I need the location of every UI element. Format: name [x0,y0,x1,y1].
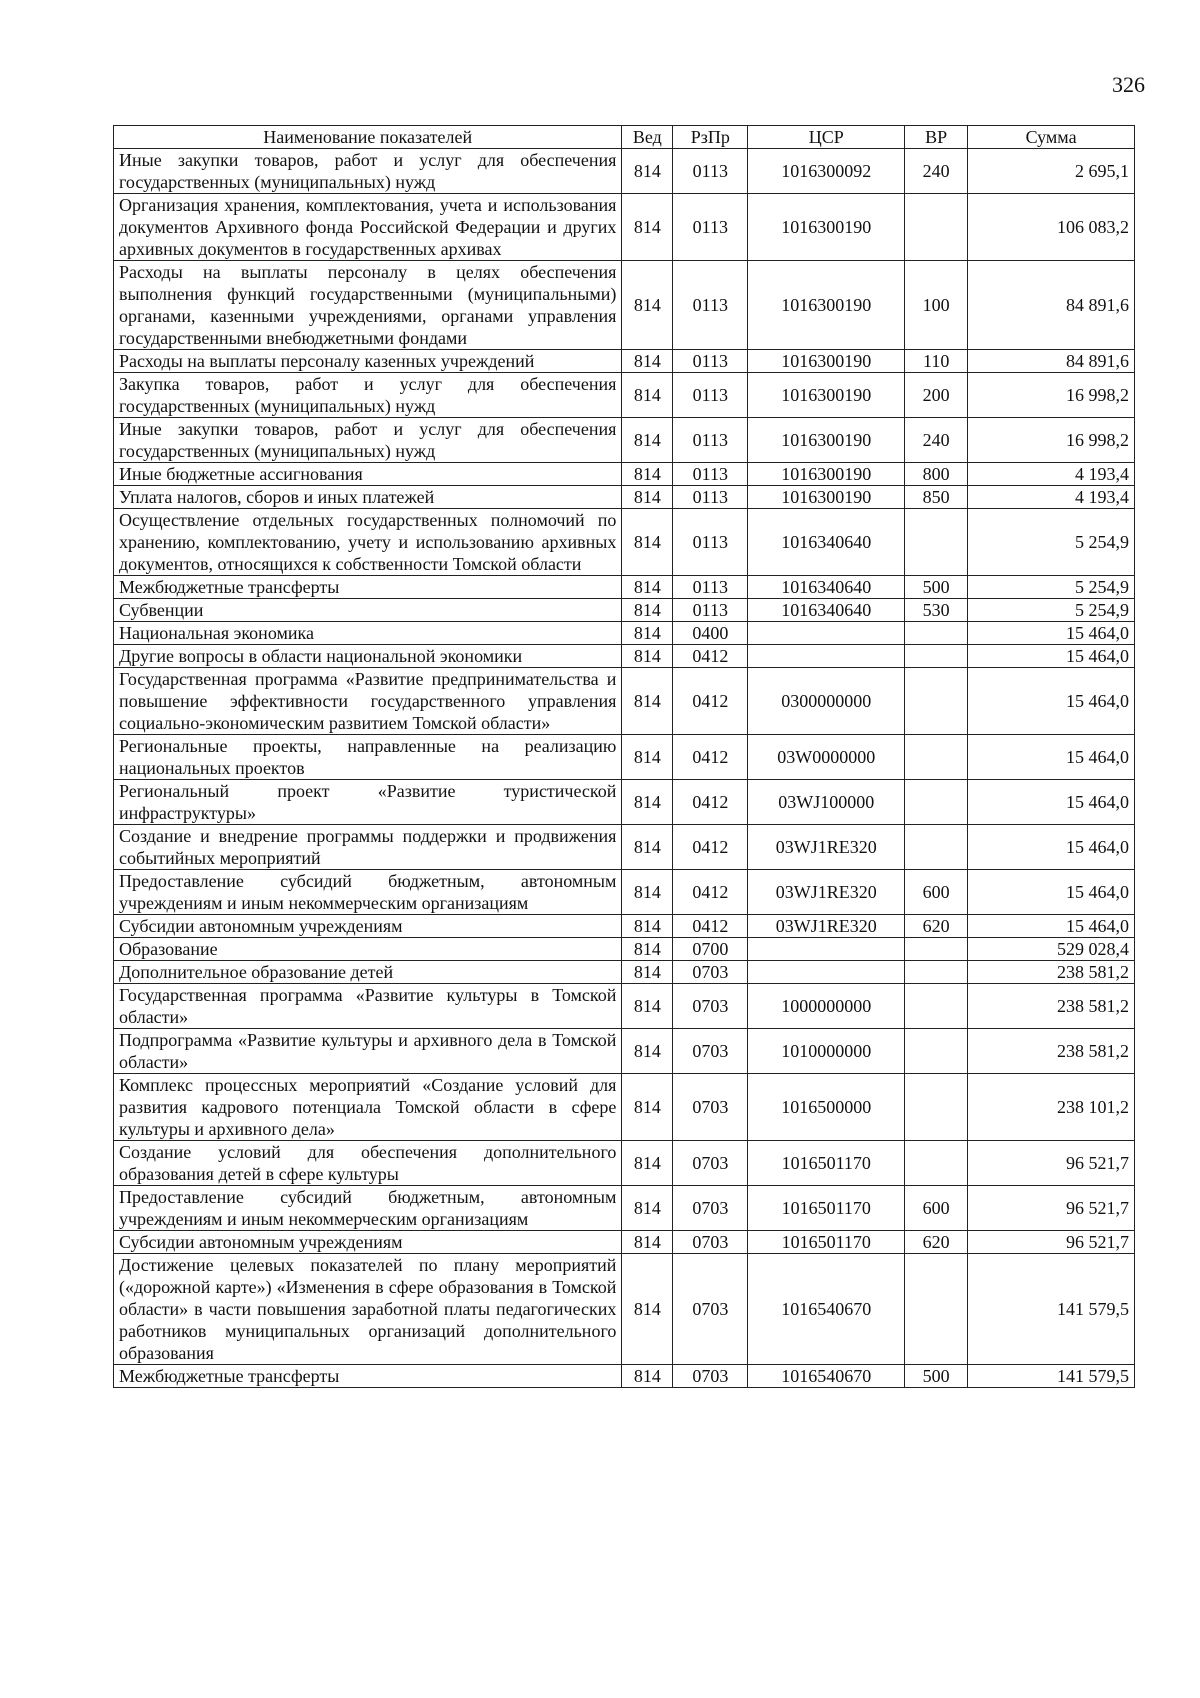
cell-csr [748,938,905,961]
cell-rzpr: 0113 [673,194,748,261]
cell-name: Дополнительное образование детей [114,961,622,984]
table-body [114,149,1135,1388]
cell-sum: 238 581,2 [968,961,1135,984]
cell-rzpr: 0113 [673,149,748,194]
cell-name: Региональный проект «Развитие туристической инфраструктуры» [114,780,622,825]
cell-csr: 1016540670 [748,1365,905,1388]
cell-rzpr: 0703 [673,1141,748,1186]
cell-name: Осуществление отдельных государственных полномочий по хранению, комплектованию, учету и использованию архивных документов, относящихся к собственности Томской области [114,509,622,576]
cell-vr: 600 [905,1186,968,1231]
cell-rzpr: 0703 [673,1231,748,1254]
cell-csr: 03WJ1RE320 [748,825,905,870]
cell-vr [905,1074,968,1141]
table-row [114,576,1135,599]
cell-name: Достижение целевых показателей по плану мероприятий («дорожной карте») «Изменения в сфере образования в Томской области» в части повышения заработной платы педагогических работников муниципальных организаций дополнительного образования [114,1254,622,1365]
cell-csr: 1016300190 [748,418,905,463]
cell-name: Комплекс процессных мероприятий «Создание условий для развития кадрового потенциала Томской области в сфере культуры и архивного дела» [114,1074,622,1141]
table-header-row [114,126,1135,149]
cell-sum: 5 254,9 [968,509,1135,576]
table-row [114,780,1135,825]
cell-vr: 240 [905,418,968,463]
cell-ved: 814 [622,938,673,961]
cell-name: Другие вопросы в области национальной экономики [114,645,622,668]
cell-csr: 1010000000 [748,1029,905,1074]
cell-csr [748,622,905,645]
cell-name: Предоставление субсидий бюджетным, автономным учреждениям и иным некоммерческим организациям [114,1186,622,1231]
cell-rzpr: 0113 [673,261,748,350]
cell-sum: 96 521,7 [968,1186,1135,1231]
cell-rzpr: 0703 [673,961,748,984]
cell-ved: 814 [622,373,673,418]
cell-vr [905,735,968,780]
cell-sum: 238 581,2 [968,1029,1135,1074]
cell-ved: 814 [622,825,673,870]
cell-vr: 850 [905,486,968,509]
cell-vr: 500 [905,1365,968,1388]
table-row [114,1029,1135,1074]
cell-sum: 15 464,0 [968,645,1135,668]
table-row [114,350,1135,373]
cell-sum: 141 579,5 [968,1365,1135,1388]
cell-sum: 84 891,6 [968,350,1135,373]
cell-name: Закупка товаров, работ и услуг для обеспечения государственных (муниципальных) нужд [114,373,622,418]
header-vr: ВР [905,126,968,149]
cell-vr [905,984,968,1029]
cell-ved: 814 [622,576,673,599]
cell-vr [905,1254,968,1365]
cell-sum: 15 464,0 [968,870,1135,915]
cell-rzpr: 0113 [673,599,748,622]
cell-sum: 106 083,2 [968,194,1135,261]
cell-rzpr: 0113 [673,373,748,418]
cell-name: Региональные проекты, направленные на реализацию национальных проектов [114,735,622,780]
cell-csr: 03WJ1RE320 [748,870,905,915]
cell-sum: 4 193,4 [968,486,1135,509]
table-row [114,735,1135,780]
cell-sum: 96 521,7 [968,1231,1135,1254]
cell-vr: 620 [905,915,968,938]
cell-name: Субсидии автономным учреждениям [114,1231,622,1254]
cell-sum: 15 464,0 [968,735,1135,780]
cell-rzpr: 0703 [673,1186,748,1231]
cell-csr: 1000000000 [748,984,905,1029]
cell-rzpr: 0113 [673,350,748,373]
cell-csr [748,961,905,984]
table-row [114,486,1135,509]
header-csr: ЦСР [748,126,905,149]
cell-vr [905,1141,968,1186]
table-row [114,938,1135,961]
table-row [114,915,1135,938]
cell-name: Предоставление субсидий бюджетным, автономным учреждениям и иным некоммерческим организациям [114,870,622,915]
cell-ved: 814 [622,1254,673,1365]
cell-csr: 0300000000 [748,668,905,735]
header-rzpr: РзПр [673,126,748,149]
cell-vr [905,668,968,735]
cell-sum: 16 998,2 [968,373,1135,418]
cell-csr: 1016340640 [748,509,905,576]
cell-rzpr: 0412 [673,780,748,825]
cell-sum: 238 101,2 [968,1074,1135,1141]
table-row [114,961,1135,984]
table-row [114,984,1135,1029]
table-row [114,509,1135,576]
table-row [114,261,1135,350]
cell-csr: 1016300190 [748,463,905,486]
cell-rzpr: 0113 [673,486,748,509]
cell-vr [905,780,968,825]
cell-ved: 814 [622,870,673,915]
cell-vr: 240 [905,149,968,194]
cell-rzpr: 0113 [673,418,748,463]
cell-ved: 814 [622,350,673,373]
cell-csr: 1016300190 [748,350,905,373]
cell-sum: 4 193,4 [968,463,1135,486]
cell-ved: 814 [622,1074,673,1141]
cell-rzpr: 0700 [673,938,748,961]
cell-csr: 1016340640 [748,599,905,622]
cell-name: Межбюджетные трансферты [114,1365,622,1388]
table-row [114,418,1135,463]
cell-name: Уплата налогов, сборов и иных платежей [114,486,622,509]
cell-ved: 814 [622,915,673,938]
cell-csr: 1016300190 [748,194,905,261]
cell-ved: 814 [622,486,673,509]
cell-ved: 814 [622,599,673,622]
cell-name: Иные закупки товаров, работ и услуг для обеспечения государственных (муниципальных) нужд [114,149,622,194]
cell-vr [905,825,968,870]
header-name: Наименование показателей [114,126,622,149]
cell-vr: 500 [905,576,968,599]
cell-vr [905,645,968,668]
cell-sum: 5 254,9 [968,576,1135,599]
cell-ved: 814 [622,463,673,486]
cell-ved: 814 [622,149,673,194]
table-row [114,463,1135,486]
page-number: 326 [1112,72,1145,97]
cell-csr: 1016300092 [748,149,905,194]
cell-name: Субвенции [114,599,622,622]
budget-table [113,125,1135,1388]
cell-sum: 529 028,4 [968,938,1135,961]
cell-sum: 141 579,5 [968,1254,1135,1365]
cell-sum: 15 464,0 [968,668,1135,735]
cell-name: Национальная экономика [114,622,622,645]
cell-vr [905,622,968,645]
cell-sum: 15 464,0 [968,622,1135,645]
cell-rzpr: 0412 [673,915,748,938]
table-row [114,825,1135,870]
cell-rzpr: 0412 [673,870,748,915]
cell-csr: 03W0000000 [748,735,905,780]
cell-ved: 814 [622,1231,673,1254]
cell-name: Создание и внедрение программы поддержки и продвижения событийных мероприятий [114,825,622,870]
cell-rzpr: 0113 [673,463,748,486]
cell-rzpr: 0412 [673,825,748,870]
cell-ved: 814 [622,780,673,825]
cell-vr: 800 [905,463,968,486]
cell-sum: 96 521,7 [968,1141,1135,1186]
cell-csr: 03WJ1RE320 [748,915,905,938]
cell-name: Межбюджетные трансферты [114,576,622,599]
table-row [114,149,1135,194]
cell-vr [905,938,968,961]
cell-vr: 100 [905,261,968,350]
cell-csr [748,645,905,668]
cell-name: Организация хранения, комплектования, учета и использования документов Архивного фонда Российской Федерации и других архивных документов в государственных архивах [114,194,622,261]
cell-sum: 5 254,9 [968,599,1135,622]
cell-name: Расходы на выплаты персоналу казенных учреждений [114,350,622,373]
table-row [114,194,1135,261]
table-row [114,373,1135,418]
cell-vr [905,961,968,984]
cell-csr: 1016300190 [748,261,905,350]
cell-name: Иные закупки товаров, работ и услуг для обеспечения государственных (муниципальных) нужд [114,418,622,463]
cell-rzpr: 0703 [673,1254,748,1365]
cell-ved: 814 [622,509,673,576]
cell-ved: 814 [622,622,673,645]
cell-csr: 03WJ100000 [748,780,905,825]
cell-sum: 16 998,2 [968,418,1135,463]
cell-csr: 1016300190 [748,486,905,509]
cell-rzpr: 0412 [673,668,748,735]
cell-name: Субсидии автономным учреждениям [114,915,622,938]
cell-csr: 1016540670 [748,1254,905,1365]
cell-csr: 1016501170 [748,1231,905,1254]
header-ved: Вед [622,126,673,149]
table-row [114,599,1135,622]
cell-csr: 1016500000 [748,1074,905,1141]
cell-csr: 1016501170 [748,1186,905,1231]
cell-csr: 1016300190 [748,373,905,418]
cell-rzpr: 0703 [673,1029,748,1074]
table-row [114,1074,1135,1141]
cell-name: Расходы на выплаты персоналу в целях обеспечения выполнения функций государственными (муниципальными) органами, казенными учреждениями, органами управления государственными внебюджетными фондами [114,261,622,350]
cell-vr [905,194,968,261]
cell-csr: 1016340640 [748,576,905,599]
cell-name: Подпрограмма «Развитие культуры и архивного дела в Томской области» [114,1029,622,1074]
table-row [114,622,1135,645]
cell-sum: 238 581,2 [968,984,1135,1029]
cell-ved: 814 [622,1029,673,1074]
cell-vr [905,509,968,576]
cell-rzpr: 0703 [673,984,748,1029]
cell-vr: 600 [905,870,968,915]
cell-ved: 814 [622,668,673,735]
cell-ved: 814 [622,984,673,1029]
cell-ved: 814 [622,1141,673,1186]
cell-vr: 200 [905,373,968,418]
cell-sum: 15 464,0 [968,825,1135,870]
cell-ved: 814 [622,1186,673,1231]
cell-rzpr: 0703 [673,1074,748,1141]
cell-ved: 814 [622,735,673,780]
cell-rzpr: 0400 [673,622,748,645]
cell-ved: 814 [622,961,673,984]
cell-vr: 530 [905,599,968,622]
cell-name: Создание условий для обеспечения дополнительного образования детей в сфере культуры [114,1141,622,1186]
cell-sum: 84 891,6 [968,261,1135,350]
table-row [114,1231,1135,1254]
cell-csr: 1016501170 [748,1141,905,1186]
cell-rzpr: 0113 [673,576,748,599]
cell-name: Образование [114,938,622,961]
cell-vr: 110 [905,350,968,373]
table-row [114,645,1135,668]
table-row [114,668,1135,735]
cell-rzpr: 0412 [673,645,748,668]
table-row [114,1186,1135,1231]
table-row [114,1365,1135,1388]
cell-rzpr: 0113 [673,509,748,576]
cell-rzpr: 0412 [673,735,748,780]
cell-sum: 15 464,0 [968,780,1135,825]
cell-vr [905,1029,968,1074]
cell-sum: 15 464,0 [968,915,1135,938]
cell-rzpr: 0703 [673,1365,748,1388]
cell-ved: 814 [622,645,673,668]
cell-sum: 2 695,1 [968,149,1135,194]
cell-ved: 814 [622,1365,673,1388]
table-row [114,1141,1135,1186]
cell-ved: 814 [622,418,673,463]
table-row [114,1254,1135,1365]
cell-ved: 814 [622,194,673,261]
cell-name: Государственная программа «Развитие культуры в Томской области» [114,984,622,1029]
cell-vr: 620 [905,1231,968,1254]
cell-ved: 814 [622,261,673,350]
cell-name: Государственная программа «Развитие предпринимательства и повышение эффективности государственного управления социально-экономическим развитием Томской области» [114,668,622,735]
header-sum: Сумма [968,126,1135,149]
table-row [114,870,1135,915]
cell-name: Иные бюджетные ассигнования [114,463,622,486]
